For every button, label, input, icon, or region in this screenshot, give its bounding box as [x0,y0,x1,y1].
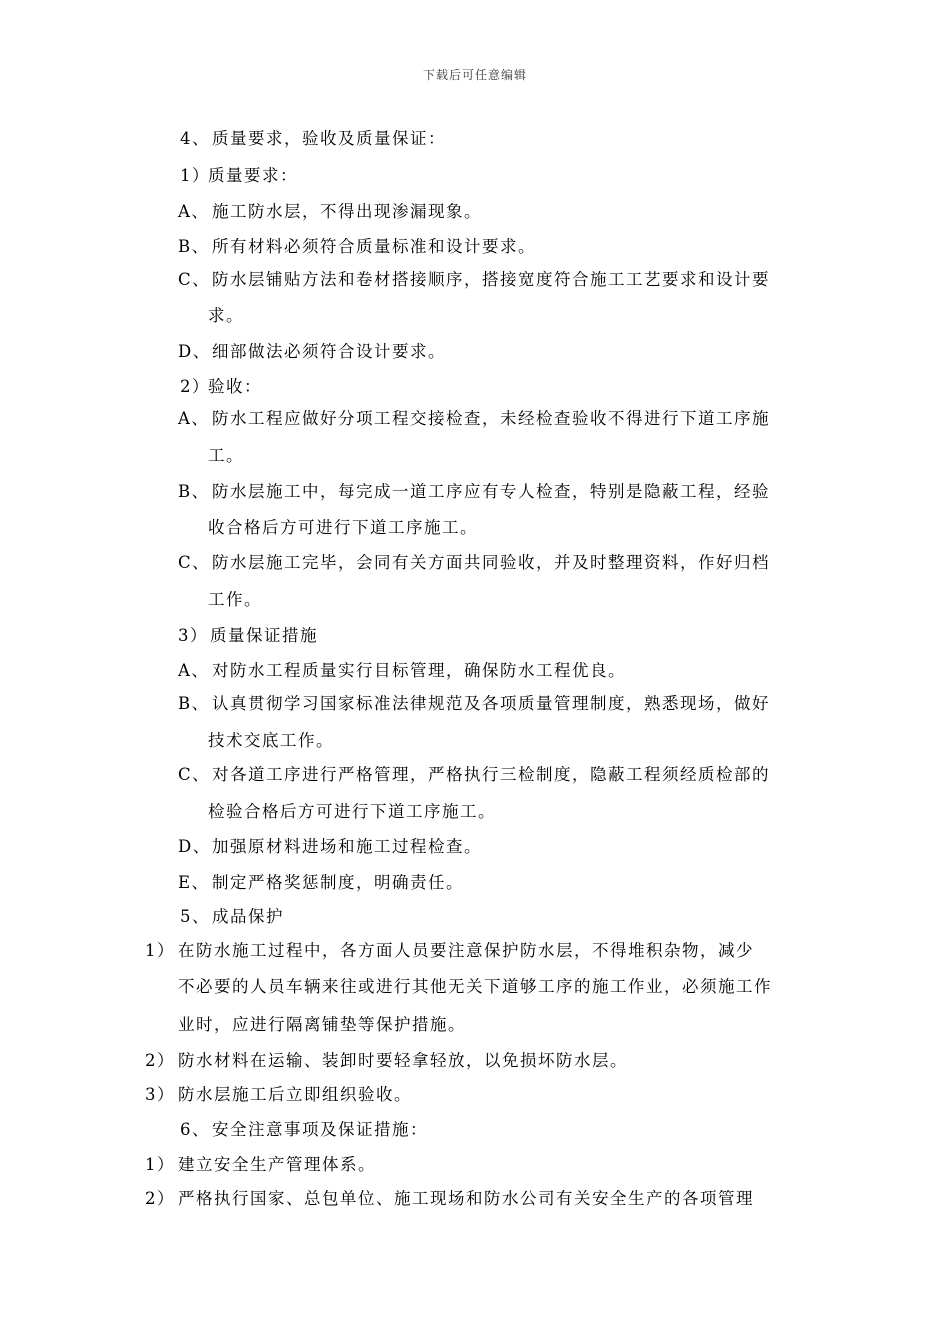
list-marker: C、 [178,765,211,784]
line-text: 认真贯彻学习国家标准法律规范及各项质量管理制度，熟悉现场，做好 [212,694,770,713]
line-text: 收合格后方可进行下道工序施工。 [208,518,478,537]
line-text: 防水层铺贴方法和卷材搭接顺序，搭接宽度符合施工工艺要求和设计要 [212,270,770,289]
page-header: 下载后可任意编辑 [422,68,527,82]
list-marker: 1） [180,166,210,185]
line-text: 细部做法必须符合设计要求。 [212,342,446,361]
list-marker: B、 [178,694,210,713]
line-text: 严格执行国家、总包单位、施工现场和防水公司有关安全生产的各项管理 [178,1189,754,1208]
line-text: 防水层施工后立即组织验收。 [178,1085,412,1104]
line-text: 防水工程应做好分项工程交接检查，未经检查验收不得进行下道工序施 [212,409,770,428]
line-text: 对防水工程质量实行目标管理，确保防水工程优良。 [212,661,626,680]
list-marker: B、 [178,237,210,256]
line-text: 不必要的人员车辆来往或进行其他无关下道够工序的施工作业，必须施工作 [178,977,772,996]
list-marker: 2） [145,1051,175,1070]
line-text: 质量保证措施 [210,626,318,645]
list-marker: 6、 [180,1120,210,1139]
list-marker: D、 [178,837,211,856]
list-marker: A、 [178,409,210,428]
list-marker: 4、 [180,129,210,148]
line-text: 建立安全生产管理体系。 [178,1155,376,1174]
line-text: 工。 [208,446,244,465]
line-text: 成品保护 [212,907,284,926]
list-marker: E、 [178,873,210,892]
line-text: 业时，应进行隔离铺垫等保护措施。 [178,1015,466,1034]
list-marker: C、 [178,270,211,289]
list-marker: C、 [178,553,211,572]
line-text: 质量要求，验收及质量保证： [212,129,446,148]
list-marker: A、 [178,202,210,221]
list-marker: 3） [178,626,208,645]
list-marker: A、 [178,661,210,680]
list-marker: 2） [145,1189,175,1208]
line-text: 施工防水层，不得出现渗漏现象。 [212,202,482,221]
line-text: 加强原材料进场和施工过程检查。 [212,837,482,856]
line-text: 对各道工序进行严格管理，严格执行三检制度，隐蔽工程须经质检部的 [212,765,770,784]
list-marker: 3） [145,1085,175,1104]
line-text: 安全注意事项及保证措施： [212,1120,428,1139]
list-marker: 1） [145,1155,175,1174]
list-marker: D、 [178,342,211,361]
list-marker: 1） [145,941,175,960]
list-marker: 5、 [180,907,210,926]
line-text: 在防水施工过程中，各方面人员要注意保护防水层，不得堆积杂物，减少 [178,941,754,960]
line-text: 技术交底工作。 [208,731,334,750]
line-text: 制定严格奖惩制度，明确责任。 [212,873,464,892]
list-marker: 2） [180,377,210,396]
line-text: 质量要求： [208,166,298,185]
line-text: 防水层施工完毕，会同有关方面共同验收，并及时整理资料，作好归档 [212,553,770,572]
line-text: 防水层施工中，每完成一道工序应有专人检查，特别是隐蔽工程，经验 [212,482,770,501]
list-marker: B、 [178,482,210,501]
line-text: 工作。 [208,590,262,609]
line-text: 验收： [208,377,262,396]
line-text: 所有材料必须符合质量标准和设计要求。 [212,237,536,256]
line-text: 防水材料在运输、装卸时要轻拿轻放，以免损坏防水层。 [178,1051,628,1070]
line-text: 检验合格后方可进行下道工序施工。 [208,802,496,821]
line-text: 求。 [208,306,244,325]
